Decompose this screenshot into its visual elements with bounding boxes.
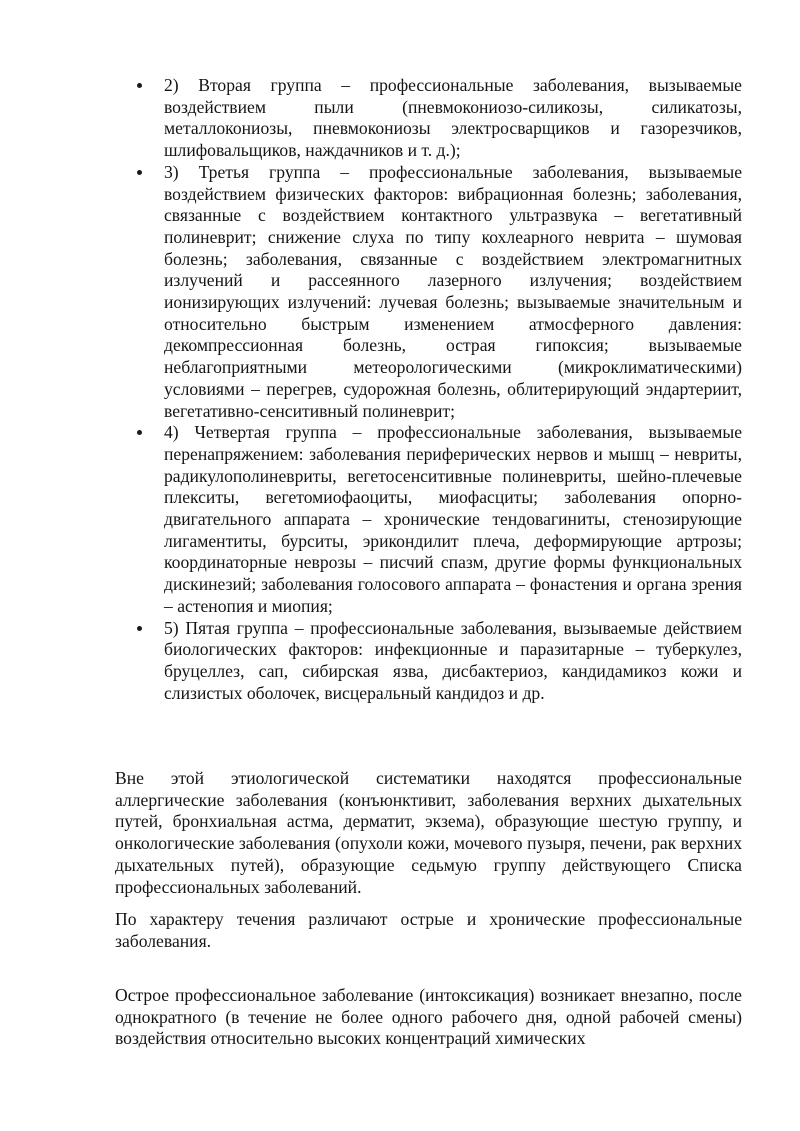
paragraph-allergic-oncologic: Вне этой этиологической систематики находятся профессиональные аллергические заболевания (конъюнктивит, заболевания верхних дыхательных путей, бронхиальная астма, дерматит, экзема), образующие шестую группу, и онкологические заболевания (опухоли кожи, мочевого пузыря, печени, рак верхних дыхательных путей), образующие седьмую группу действующего Списка профессиональных заболеваний. bbox=[115, 768, 742, 897]
list-item-text: 3) Третья группа – профессиональные заболевания, вызываемые воздействием физических факторов: вибрационная болезнь; заболевания, связанные с воздействием контактного ультразвука – вегетативный полиневрит; снижение слуха по типу кохлеарного неврита – шумовая болезнь; заболевания, связанные с воздействием электромагнитных излучений и рассеянного лазерного излучения; воздействием ионизирующих излучений: лучевая болезнь; вызываемые значительным и относительно быстрым изменением атмосферного давления: декомпрессионная болезнь, острая гипоксия; вызываемые неблагоприятными метеорологическими (микроклиматическими) условиями – перегрев, судорожная болезнь, облитерирующий эндартериит, вегетативно-сенситивный полиневрит; bbox=[164, 161, 742, 421]
list-item bbox=[137, 162, 742, 422]
list-item-text: 5) Пятая группа – профессиональные заболевания, вызываемые действием биологических факторов: инфекционные и паразитарные – туберкулез, бруцеллез, сап, сибирская язва, дисбактериоз, кандидамикоз кожи и слизистых оболочек, висцеральный кандидоз и др. bbox=[164, 617, 742, 703]
bullet-icon bbox=[137, 83, 142, 88]
bullet-icon bbox=[137, 626, 142, 631]
paragraph-acute-disease: Острое профессиональное заболевание (интоксикация) возникает внезапно, после однократного (в течение не более одного рабочего дня, одной рабочей смены) воздействия относительно высоких концентраций химических bbox=[115, 985, 742, 1049]
disease-group-list bbox=[137, 75, 742, 704]
list-item bbox=[137, 422, 742, 617]
list-item bbox=[137, 75, 742, 162]
paragraph-course-types: По характеру течения различают острые и хронические профессиональные заболевания. bbox=[115, 909, 742, 951]
list-item bbox=[137, 618, 742, 705]
bullet-icon bbox=[137, 430, 142, 435]
bullet-icon bbox=[137, 170, 142, 175]
list-item-text: 4) Четвертая группа – профессиональные заболевания, вызываемые перенапряжением: заболевания периферических нервов и мышц – невриты, радикулополиневриты, вегетосенситивные полиневриты, шейно-плечевые плекситы, вегетомиофаоциты, миофасциты; заболевания опорно-двигательного аппарата – хронические тендовагиниты, стенозирующие лигаментиты, бурситы, эрикондилит плеча, деформирующие артрозы; координаторные неврозы – писчий спазм, другие формы функциональных дискинезий; заболевания голосового аппарата – фонастения и органа зрения – астенопия и миопия; bbox=[164, 422, 742, 616]
list-item-text: 2) Вторая группа – профессиональные заболевания, вызываемые воздействием пыли (пневмокониозо-силикозы, силикатозы, металлокониозы, пневмокониозы электросварщиков и газорезчиков, шлифовальщиков, наждачников и т. д.); bbox=[164, 75, 742, 161]
